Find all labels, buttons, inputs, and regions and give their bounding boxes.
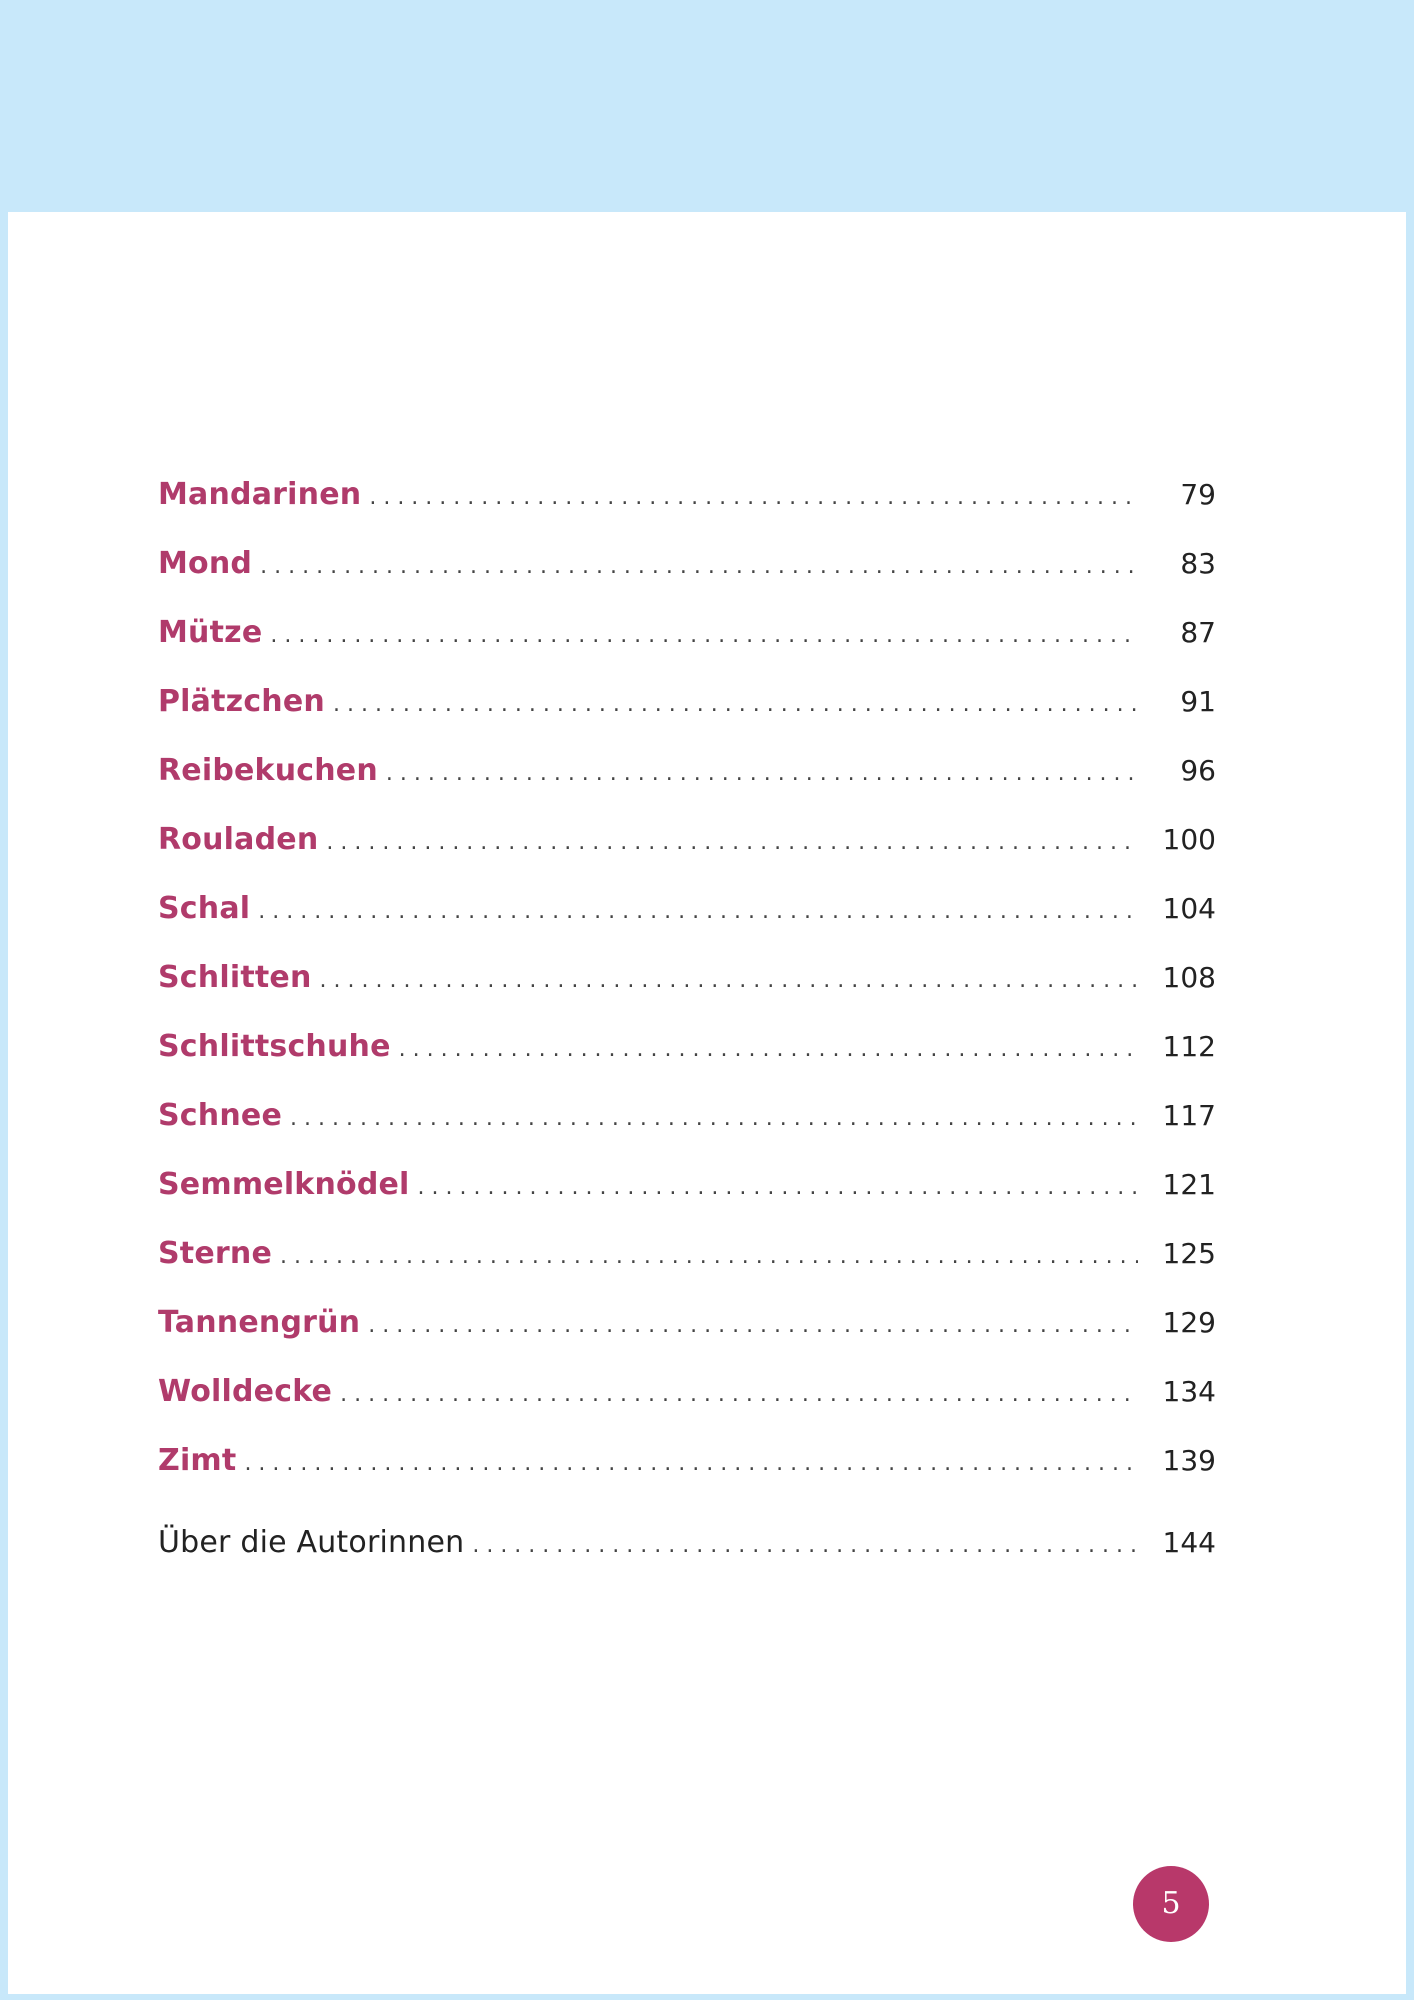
dot-leader <box>340 1360 1138 1429</box>
dot-leader <box>386 739 1138 808</box>
toc-entry-title: Zimt <box>158 1443 237 1478</box>
dot-leader <box>258 877 1138 946</box>
toc-entry[interactable] <box>158 1150 1216 1219</box>
toc-entry-title: Schlitten <box>158 960 312 995</box>
toc-entry-page: 139 <box>1162 1444 1216 1477</box>
dot-leader <box>280 1222 1138 1291</box>
toc-entry[interactable] <box>158 874 1216 943</box>
toc-entry-title: Mütze <box>158 615 263 650</box>
dot-leader <box>399 1015 1138 1084</box>
toc-entry-page: 112 <box>1162 1030 1216 1063</box>
toc-entry-title: Schal <box>158 891 251 926</box>
toc-entry-page: 129 <box>1162 1306 1216 1339</box>
dot-leader <box>290 1084 1138 1153</box>
toc-entry-page: 87 <box>1180 616 1216 649</box>
dot-leader <box>244 1429 1138 1498</box>
toc-entry[interactable] <box>158 1012 1216 1081</box>
toc-entry-title: Rouladen <box>158 822 319 857</box>
toc-entry[interactable] <box>158 805 1216 874</box>
toc-entry-page: 117 <box>1162 1099 1216 1132</box>
toc-entry[interactable] <box>158 529 1216 598</box>
toc-entry-page: 134 <box>1162 1375 1216 1408</box>
toc-entry-title: Schlittschuhe <box>158 1029 391 1064</box>
dot-leader <box>369 463 1138 532</box>
page-number-badge: 5 <box>1133 1866 1209 1942</box>
dot-leader <box>270 601 1138 670</box>
toc-entry-page: 144 <box>1162 1526 1216 1559</box>
toc-entry-title: Schnee <box>158 1098 282 1133</box>
toc-entry-title: Plätzchen <box>158 684 325 719</box>
toc-entry-page: 83 <box>1180 547 1216 580</box>
toc-entry-page: 125 <box>1162 1237 1216 1270</box>
toc-entry-title: Über die Autorinnen <box>158 1525 465 1560</box>
dot-leader <box>320 946 1139 1015</box>
toc-entry-title: Mond <box>158 546 253 581</box>
toc-entry-page: 79 <box>1180 478 1216 511</box>
toc-entry-title: Tannengrün <box>158 1305 361 1340</box>
toc-entry-title: Sterne <box>158 1236 272 1271</box>
dot-leader <box>472 1511 1138 1580</box>
toc-entry[interactable] <box>158 598 1216 667</box>
toc-entry[interactable] <box>158 1219 1216 1288</box>
toc-entry[interactable] <box>158 1081 1216 1150</box>
toc-entry-title: Wolldecke <box>158 1374 333 1409</box>
toc-entry-title: Reibekuchen <box>158 753 378 788</box>
toc-entry-title: Semmelknödel <box>158 1167 410 1202</box>
dot-leader <box>333 670 1138 739</box>
table-of-contents <box>158 460 1216 1577</box>
toc-entry-page: 108 <box>1162 961 1216 994</box>
toc-entry-page: 121 <box>1162 1168 1216 1201</box>
toc-entry[interactable] <box>158 1357 1216 1426</box>
toc-entry-title: Mandarinen <box>158 477 362 512</box>
dot-leader <box>326 808 1138 877</box>
toc-entry[interactable] <box>158 1426 1216 1495</box>
toc-entry-page: 91 <box>1180 685 1216 718</box>
toc-entry-appendix[interactable] <box>158 1508 1216 1577</box>
toc-entry[interactable] <box>158 736 1216 805</box>
toc-entry[interactable] <box>158 667 1216 736</box>
toc-entry-page: 104 <box>1162 892 1216 925</box>
toc-entry[interactable] <box>158 943 1216 1012</box>
toc-entry-page: 96 <box>1180 754 1216 787</box>
toc-entry[interactable] <box>158 460 1216 529</box>
document-page <box>8 212 1406 1994</box>
toc-entry[interactable] <box>158 1288 1216 1357</box>
toc-entry-page: 100 <box>1162 823 1216 856</box>
dot-leader <box>260 532 1138 601</box>
dot-leader <box>368 1291 1138 1360</box>
dot-leader <box>418 1153 1138 1222</box>
